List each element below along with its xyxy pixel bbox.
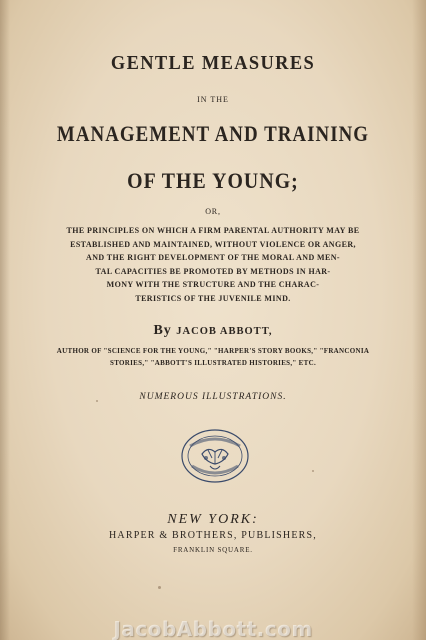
paper-speck: [312, 470, 314, 472]
watermark: JacobAbbott.com: [113, 617, 313, 640]
description-line: TERISTICS OF THE JUVENILE MIND.: [135, 293, 291, 303]
description-line: THE PRINCIPLES ON WHICH A FIRM PARENTAL AUTHORITY MAY BE: [66, 226, 360, 235]
description-line: MONY WITH THE STRUCTURE AND THE CHARAC-: [106, 280, 320, 290]
author-prefix: By: [153, 323, 172, 338]
publisher-address: FRANKLIN SQUARE.: [173, 546, 253, 554]
or-line: OR,: [205, 207, 221, 216]
subtitle-description: [0, 224, 426, 306]
description-line: ESTABLISHED AND MAINTAINED, WITHOUT VIOLENCE OR ANGER,: [70, 239, 356, 249]
description-line: AND THE RIGHT DEVELOPMENT OF THE MORAL AND MEN-: [86, 253, 340, 263]
paper-speck: [96, 400, 98, 402]
title-line-3: MANAGEMENT AND TRAINING: [56, 121, 370, 146]
paper-speck: [158, 586, 161, 589]
author-name: JACOB ABBOTT,: [176, 326, 273, 337]
title-line-4: OF THE YOUNG;: [127, 168, 299, 193]
publication-place: NEW YORK:: [167, 512, 259, 527]
title-line-1: GENTLE MEASURES: [110, 52, 316, 74]
publisher-device-icon: [180, 428, 250, 484]
author-line: [0, 323, 426, 339]
title-line-2: IN THE: [197, 95, 229, 104]
description-line: TAL CAPACITIES BE PROMOTED BY METHODS IN HAR-: [95, 266, 331, 276]
illustrations-note: NUMEROUS ILLUSTRATIONS.: [139, 392, 287, 402]
publisher-name: HARPER & BROTHERS, PUBLISHERS,: [109, 530, 317, 541]
other-works: [0, 346, 426, 369]
other-works-line: STORIES," "ABBOTT'S ILLUSTRATED HISTORIES," ETC.: [110, 358, 316, 367]
other-works-line: AUTHOR OF "SCIENCE FOR THE YOUNG," "HARPER'S STORY BOOKS," "FRANCONIA: [56, 347, 370, 355]
